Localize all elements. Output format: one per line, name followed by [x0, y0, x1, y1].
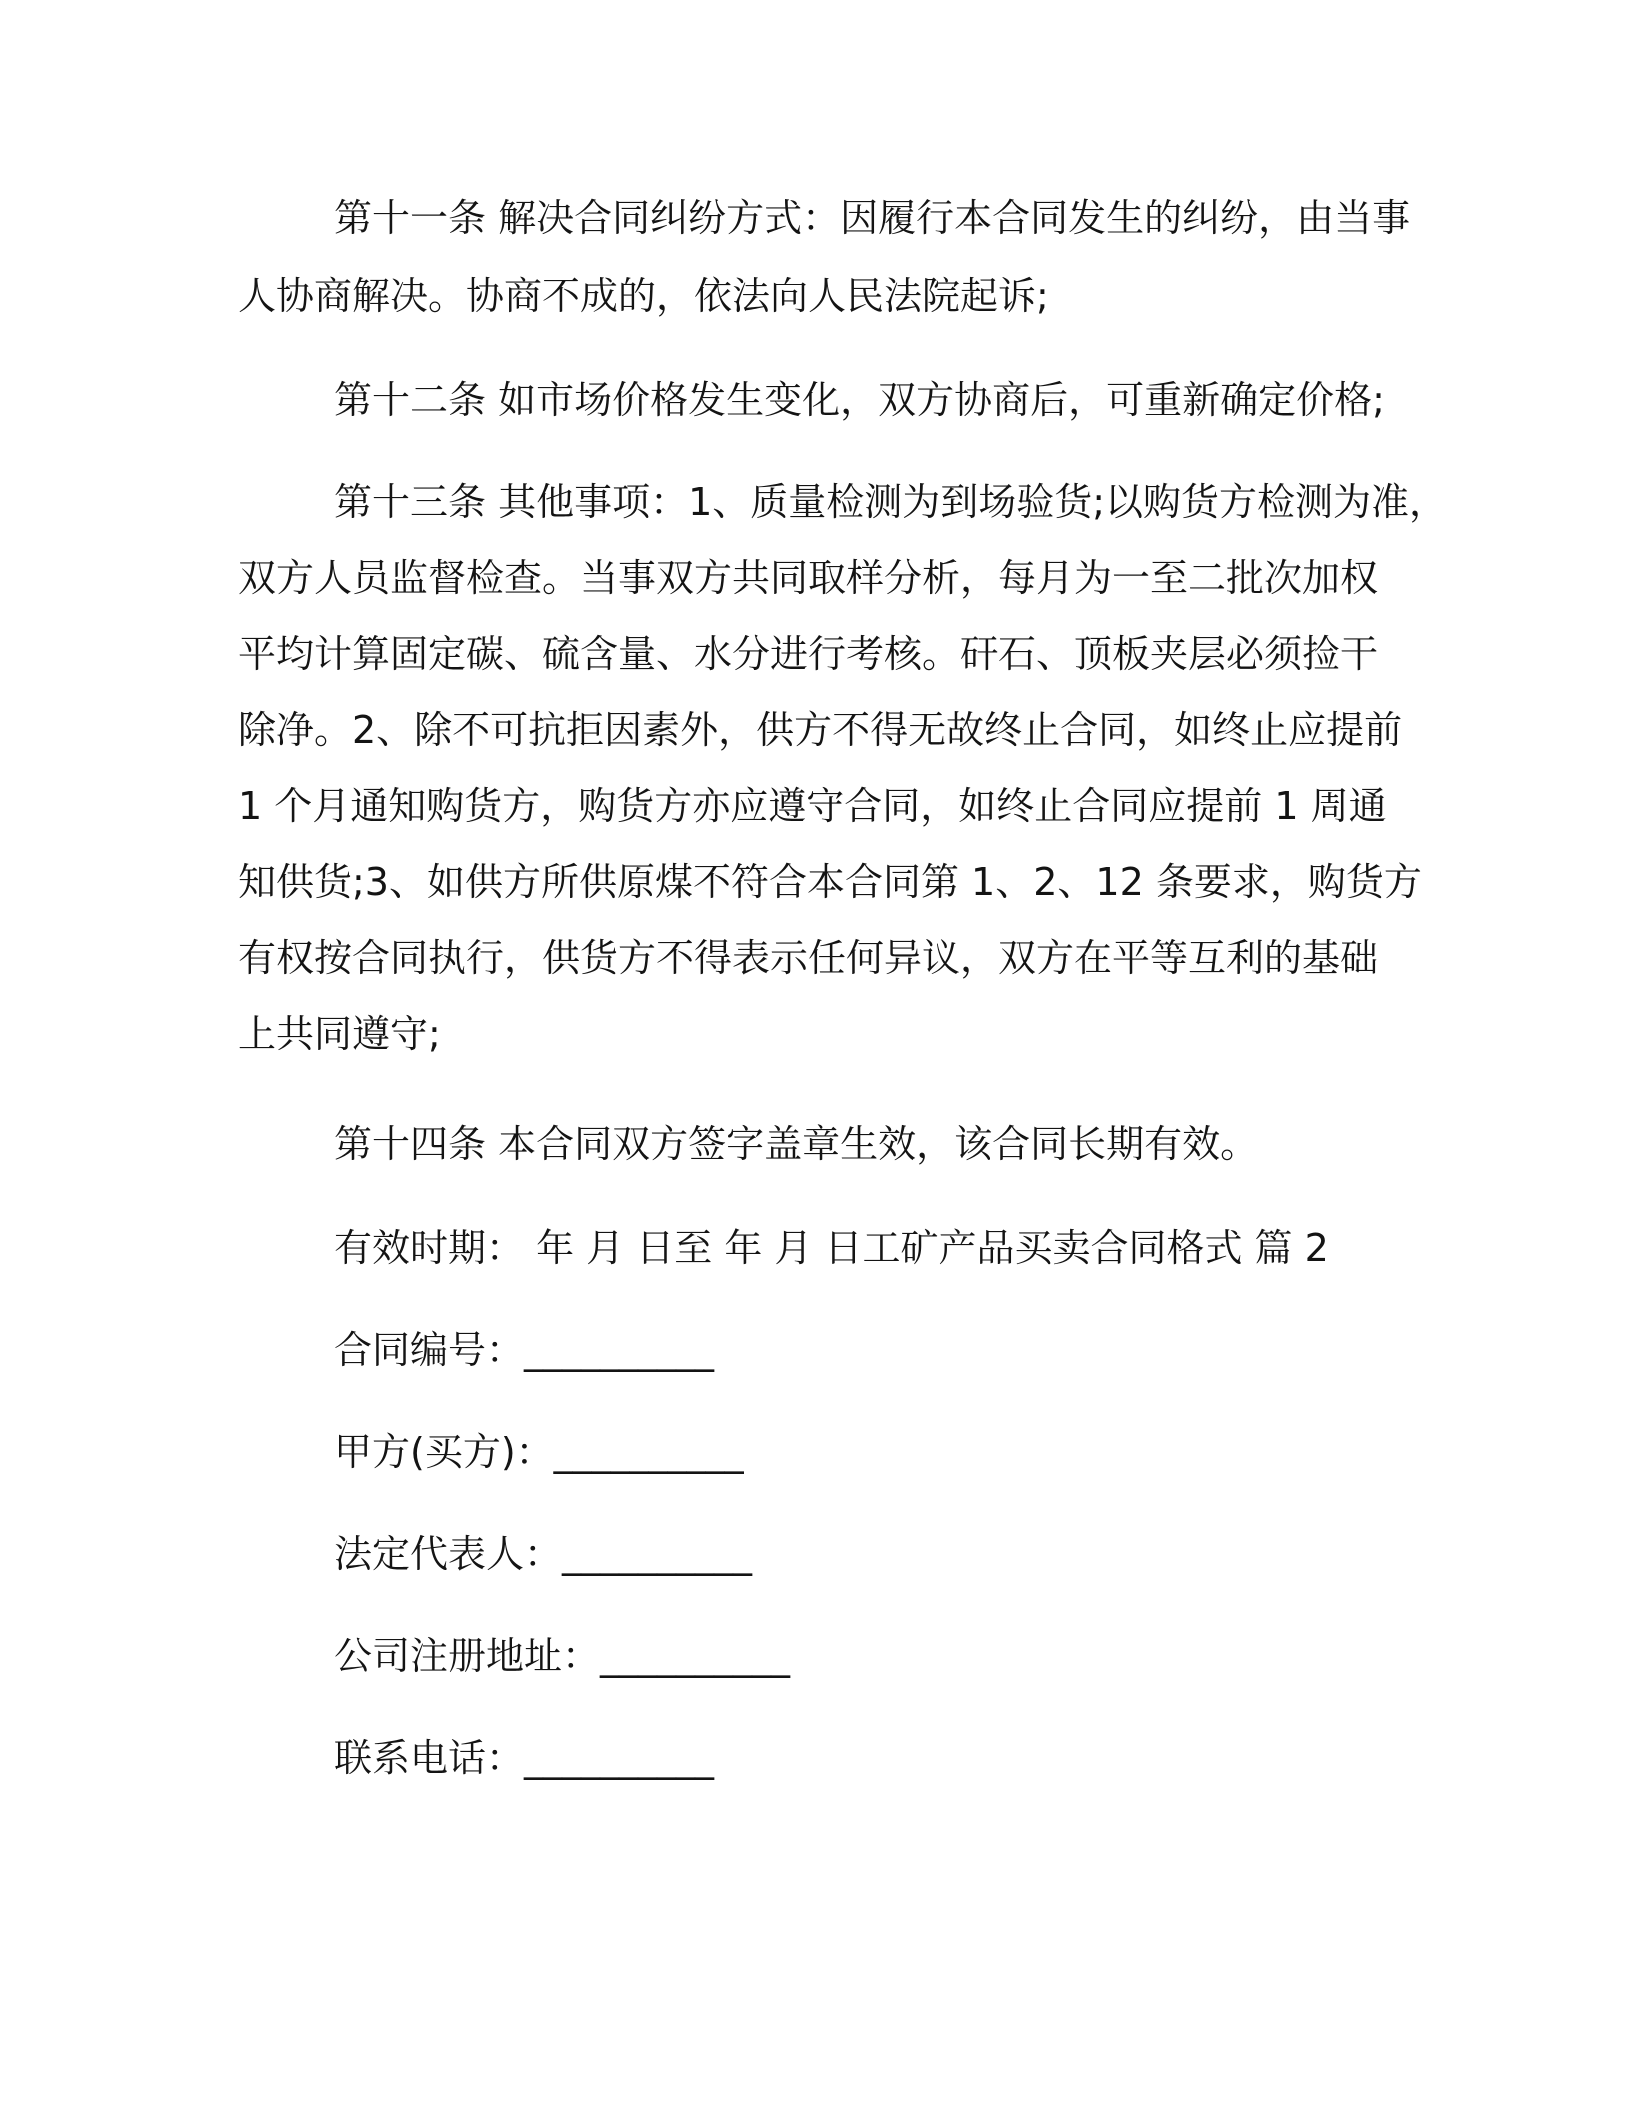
party-a-field: 甲方(买方)：__________ [334, 1430, 744, 1474]
contract-number-field: 合同编号：__________ [334, 1328, 715, 1372]
clause-13-line-3: 平均计算固定碳、硫含量、水分进行考核。矸石、顶板夹层必须捡干 [238, 632, 1379, 676]
clause-13-line-6: 知供货;3、如供方所供原煤不符合本合同第 1、2、12 条要求，购货方 [238, 860, 1422, 904]
clause-13-line-1: 第十三条 其他事项：1、质量检测为到场验货;以购货方检测为准， [334, 480, 1448, 524]
clause-14: 第十四条 本合同双方签字盖章生效，该合同长期有效。 [334, 1122, 1259, 1166]
clause-12: 第十二条 如市场价格发生变化，双方协商后，可重新确定价格; [334, 378, 1385, 422]
legal-representative-field: 法定代表人：__________ [334, 1532, 753, 1576]
registered-address-field: 公司注册地址：__________ [334, 1634, 791, 1678]
clause-13-line-8: 上共同遵守; [238, 1012, 441, 1056]
clause-11-line-2: 人协商解决。协商不成的，依法向人民法院起诉; [238, 274, 1049, 318]
clause-11-line-1: 第十一条 解决合同纠纷方式：因履行本合同发生的纠纷，由当事 [334, 196, 1411, 240]
clause-13-line-5: 1 个月通知购货方，购货方亦应遵守合同，如终止合同应提前 1 周通 [238, 784, 1387, 828]
validity-period: 有效时期： 年 月 日至 年 月 日工矿产品买卖合同格式 篇 2 [334, 1226, 1329, 1270]
clause-13-line-2: 双方人员监督检查。当事双方共同取样分析，每月为一至二批次加权 [238, 556, 1379, 600]
clause-13-line-7: 有权按合同执行，供货方不得表示任何异议，双方在平等互利的基础 [238, 936, 1379, 980]
clause-13-line-4: 除净。2、除不可抗拒因素外，供方不得无故终止合同，如终止应提前 [238, 708, 1403, 752]
phone-field: 联系电话：__________ [334, 1736, 715, 1780]
